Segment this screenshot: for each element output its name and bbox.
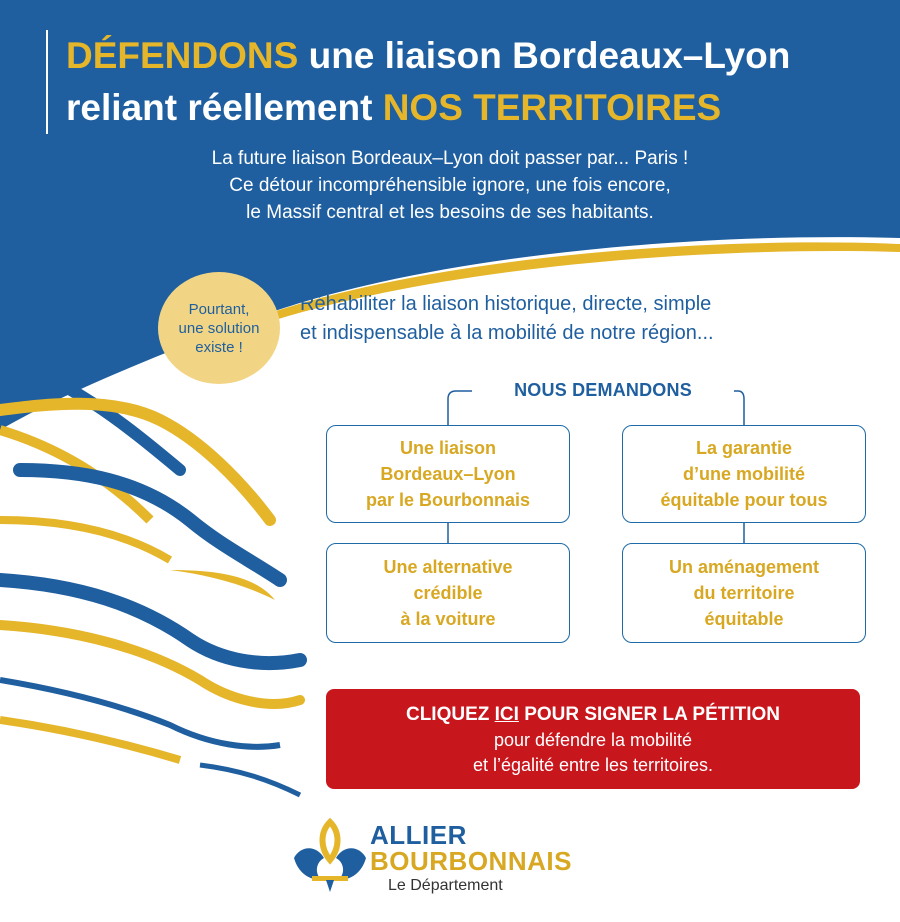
card-line: Une alternative xyxy=(383,557,513,577)
card-line: Une liaison xyxy=(399,438,497,458)
headline-text-1: une liaison Bordeaux–Lyon xyxy=(298,35,791,76)
lead-text xyxy=(300,290,860,348)
cta-link[interactable]: ICI xyxy=(494,704,519,725)
headline xyxy=(46,30,896,134)
demand-card-garantie xyxy=(622,425,866,523)
cta-subline-1: pour défendre la mobilité xyxy=(493,730,693,750)
logo-line-1: ALLIER xyxy=(370,820,467,850)
fleur-de-lis-icon xyxy=(290,818,370,898)
card-line: Bordeaux–Lyon xyxy=(380,464,516,484)
allier-logo xyxy=(290,818,630,908)
card-line: équitable pour tous xyxy=(660,490,828,510)
card-line: à la voiture xyxy=(400,609,496,629)
headline-line-2 xyxy=(66,82,896,134)
headline-highlight-2: NOS TERRITOIRES xyxy=(382,87,722,128)
card-line: crédible xyxy=(413,583,483,603)
cta-subline-2: et l’égalité entre les territoires. xyxy=(472,755,714,775)
card-line: Un aménagement xyxy=(668,557,820,577)
bubble-line: existe ! xyxy=(195,338,243,356)
headline-line-1 xyxy=(66,30,896,82)
logo-line-3: Le Département xyxy=(388,877,503,894)
intro-line: le Massif central et les besoins de ses habitants. xyxy=(246,202,654,223)
demand-card-liaison xyxy=(326,425,570,523)
cta-after: POUR SIGNER LA PÉTITION xyxy=(518,704,781,725)
cta-headline xyxy=(326,702,860,728)
intro-line: La future liaison Bordeaux–Lyon doit passer par... Paris ! xyxy=(211,148,689,169)
demand-card-amenagement xyxy=(622,543,866,643)
card-line: d’une mobilité xyxy=(682,464,805,484)
train-illustration xyxy=(0,360,300,795)
lead-line: et indispensable à la mobilité de notre région... xyxy=(300,322,714,344)
lead-line: Réhabiliter la liaison historique, directe, simple xyxy=(300,293,712,315)
card-line: équitable xyxy=(704,609,784,629)
card-line: La garantie xyxy=(695,438,793,458)
logo-line-2: BOURBONNAIS xyxy=(370,846,572,876)
sign-petition-button[interactable] xyxy=(326,689,860,789)
intro-line: Ce détour incompréhensible ignore, une fois encore, xyxy=(229,175,671,196)
demands-title: NOUS DEMANDONS xyxy=(514,380,692,400)
card-line: par le Bourbonnais xyxy=(365,490,531,510)
solution-bubble xyxy=(158,272,280,384)
card-line: du territoire xyxy=(693,583,795,603)
cta-before: CLIQUEZ xyxy=(405,704,495,725)
headline-text-2: reliant réellement xyxy=(66,87,383,128)
intro-text xyxy=(140,145,760,226)
headline-highlight-1: DÉFENDONS xyxy=(66,35,299,76)
bubble-line: une solution xyxy=(178,319,260,337)
demand-card-alternative xyxy=(326,543,570,643)
bubble-line: Pourtant, xyxy=(188,300,250,318)
